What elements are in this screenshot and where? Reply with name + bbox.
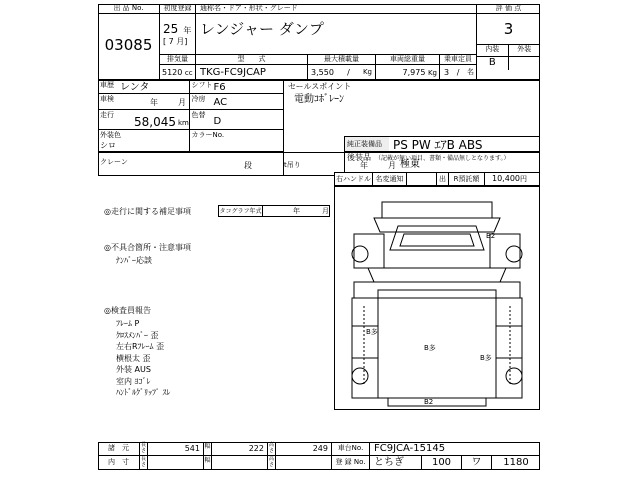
first-reg-month: [ 7 月] [163, 37, 188, 46]
aircon-label: 冷房 [191, 95, 206, 103]
recycle-label: R預託額 [449, 173, 485, 185]
crane-year: 年 [360, 161, 368, 170]
aircon-value: AC [213, 97, 228, 108]
diagram-mark-front: B2 [486, 232, 496, 240]
inspector-item: ﾊﾝﾄﾞﾙｸﾞﾘｯﾌﾟ ｽﾚ [116, 388, 171, 397]
height-value: 249 [276, 442, 332, 455]
color-no-label: カラーNo. [191, 131, 225, 139]
max-load-label: 最大積載量 [308, 55, 375, 65]
grade-label: 評 価 点 [477, 4, 540, 14]
history-label: 車歴 [100, 81, 114, 89]
shift-value: F6 [213, 82, 226, 93]
inspection-label: 車検 [100, 95, 114, 103]
height-label: 高さ [268, 442, 274, 454]
diagram-mark-right: B多 [480, 354, 492, 362]
ext-color-value: シロ [100, 141, 116, 150]
flags-row [334, 172, 540, 186]
diagram-mark-rear: B2 [424, 398, 434, 406]
model-label: 通称名・ドア・形状・グレード [196, 4, 476, 14]
first-reg-year: 25 [163, 22, 179, 36]
inner-width-label: 幅 [204, 456, 212, 470]
model-cell [196, 4, 476, 54]
spec-row: 排気量 5120 cc 型 式 TKG-FC9JCAP 最大積載量 3,550 / Kg 車両総重量 7,975 Kg 乗車定員 3 / 名 [160, 54, 476, 80]
inspector-item: 左右Rﾌﾚｰﾑ 歪 [116, 342, 165, 351]
rhd-flag: 右ハンドル [336, 175, 371, 183]
length-value: 541 [148, 442, 204, 455]
type-label: 型 式 [196, 55, 307, 65]
vehicle-weight-unit: Kg [427, 69, 437, 77]
width-value: 222 [212, 442, 268, 455]
ext-color-label: 外装色 [100, 131, 121, 139]
lot-no-cell [98, 4, 160, 80]
inspector-item: 室内 ﾖｺﾞﾚ [116, 376, 151, 386]
diagram-mark-bed: B多 [424, 344, 436, 352]
inspection-year: 年 [150, 98, 158, 107]
recycle-unit: 円 [520, 175, 527, 183]
plate-num: 1180 [503, 457, 529, 468]
type-value: TKG-FC9JCAP [200, 67, 266, 78]
name-change-value [407, 173, 437, 185]
cab-roof [382, 202, 492, 218]
lot-no: 03085 [104, 36, 153, 54]
inspector-item: 外装 AUS [116, 365, 151, 374]
max-load-unit: Kg [362, 68, 372, 76]
aftermarket-label: 後装品 [347, 153, 371, 162]
mileage-unit: km [178, 119, 189, 127]
footer-row-1 [98, 442, 540, 456]
mileage-value: 58,045 [134, 115, 176, 129]
aftermarket-note: （記載が無い項目、書類・備品無しとなります。） [375, 155, 510, 162]
crane-maker: 極東 [400, 159, 420, 170]
inspector-list [116, 318, 171, 399]
width-label: 幅 [204, 442, 212, 455]
plate-class: 100 [422, 456, 462, 470]
crane-label: クレーン [100, 158, 128, 166]
first-reg-cell [160, 4, 196, 54]
selling-points-value: 電動ｺﾎﾞﾚｰﾝ [294, 94, 344, 105]
shift-label: シフト [191, 81, 213, 89]
dump-bed [378, 290, 496, 398]
meter-notes-title: ◎走行に関する補足事項 [104, 207, 191, 216]
crane-month: 月 [388, 161, 396, 170]
capacity-label: 乗車定員 [440, 55, 476, 65]
vehicle-weight-label: 車両総重量 [376, 55, 439, 65]
inspector-item: ｸﾛｽﾒﾝﾊﾞｰ 歪 [116, 330, 159, 340]
displacement-label: 排気量 [160, 55, 195, 65]
fuel-value: D [213, 116, 222, 127]
inner-label: 内 寸 [98, 456, 140, 470]
displacement: 5120 [162, 68, 183, 77]
capacity-unit: 名 [466, 68, 474, 76]
equipment-label: 純正装備品 [345, 137, 389, 151]
vehicle-diagram [334, 186, 540, 410]
exterior-label: 外装 [517, 45, 532, 53]
tacho-month: 月 [322, 207, 329, 215]
inspector-title: ◎検査員報告 [104, 306, 151, 315]
inspector-item: 横根太 歪 [116, 353, 151, 363]
interior-label: 内装 [477, 45, 509, 56]
displacement-unit: cc [184, 69, 193, 77]
inspection-month: 月 [178, 98, 186, 107]
defect-item: ﾅﾝﾊﾞｰ応談 [116, 256, 152, 265]
dim-label: 諸 元 [98, 442, 140, 455]
crane-ton: t吊り [284, 161, 301, 169]
model-name: レンジャー ダンプ [200, 20, 324, 38]
inner-length-label: 長さ [140, 456, 146, 468]
length-label: 長さ [140, 442, 146, 454]
history-value: レンタ [120, 82, 150, 93]
recycle-amount: 10,400 [492, 174, 520, 183]
plate-area: とちぎ [370, 456, 422, 470]
capacity: 3 [444, 68, 450, 77]
repaint-label: 色替 [191, 111, 206, 119]
mileage-label: 走行 [100, 111, 114, 119]
inner-height-label: 高さ [268, 456, 274, 468]
interior-grade: B [477, 57, 509, 70]
plate-kana: ワ [462, 456, 492, 470]
crane-stage: 段 [244, 161, 252, 170]
rear-right-wheel [506, 368, 522, 384]
rear-left-wheel [352, 368, 368, 384]
windshield [374, 218, 500, 232]
inspector-item: ﾌﾚｰﾑ P [116, 319, 140, 328]
grade-cell [476, 4, 540, 80]
first-reg-year-unit: 年 [183, 26, 192, 35]
exterior-grade [509, 57, 540, 70]
tacho-box [218, 205, 330, 217]
selling-points-cell [284, 80, 540, 136]
vehicle-weight: 7,975 [402, 68, 426, 77]
first-reg-label: 初度登録 [160, 4, 195, 14]
equipment-row [344, 136, 540, 152]
max-load: 3,550 [311, 68, 334, 77]
defects-title: ◎不具合箇所・注意事項 [104, 243, 191, 252]
lot-no-label: 出 品 No. [98, 4, 159, 14]
diagram-mark-left: B多 [366, 328, 378, 336]
left-door [354, 234, 384, 268]
grade-value: 3 [503, 20, 514, 38]
plate-label: 登 録 No. [332, 456, 370, 470]
recycle-ok: 出 [437, 173, 449, 185]
footer-row-2 [98, 456, 540, 470]
tacho-year: 年 [293, 207, 300, 215]
tacho-label: タコグラフ年式 [219, 208, 262, 215]
name-change-label: 名変通知 [373, 173, 407, 185]
selling-points-label: セールスポイント [288, 82, 352, 91]
chassis-label: 車台No. [332, 442, 370, 455]
chassis-value: FC9JCA-15145 [374, 443, 446, 454]
equipment-value: PS PW ｴｱB ABS [393, 138, 483, 152]
